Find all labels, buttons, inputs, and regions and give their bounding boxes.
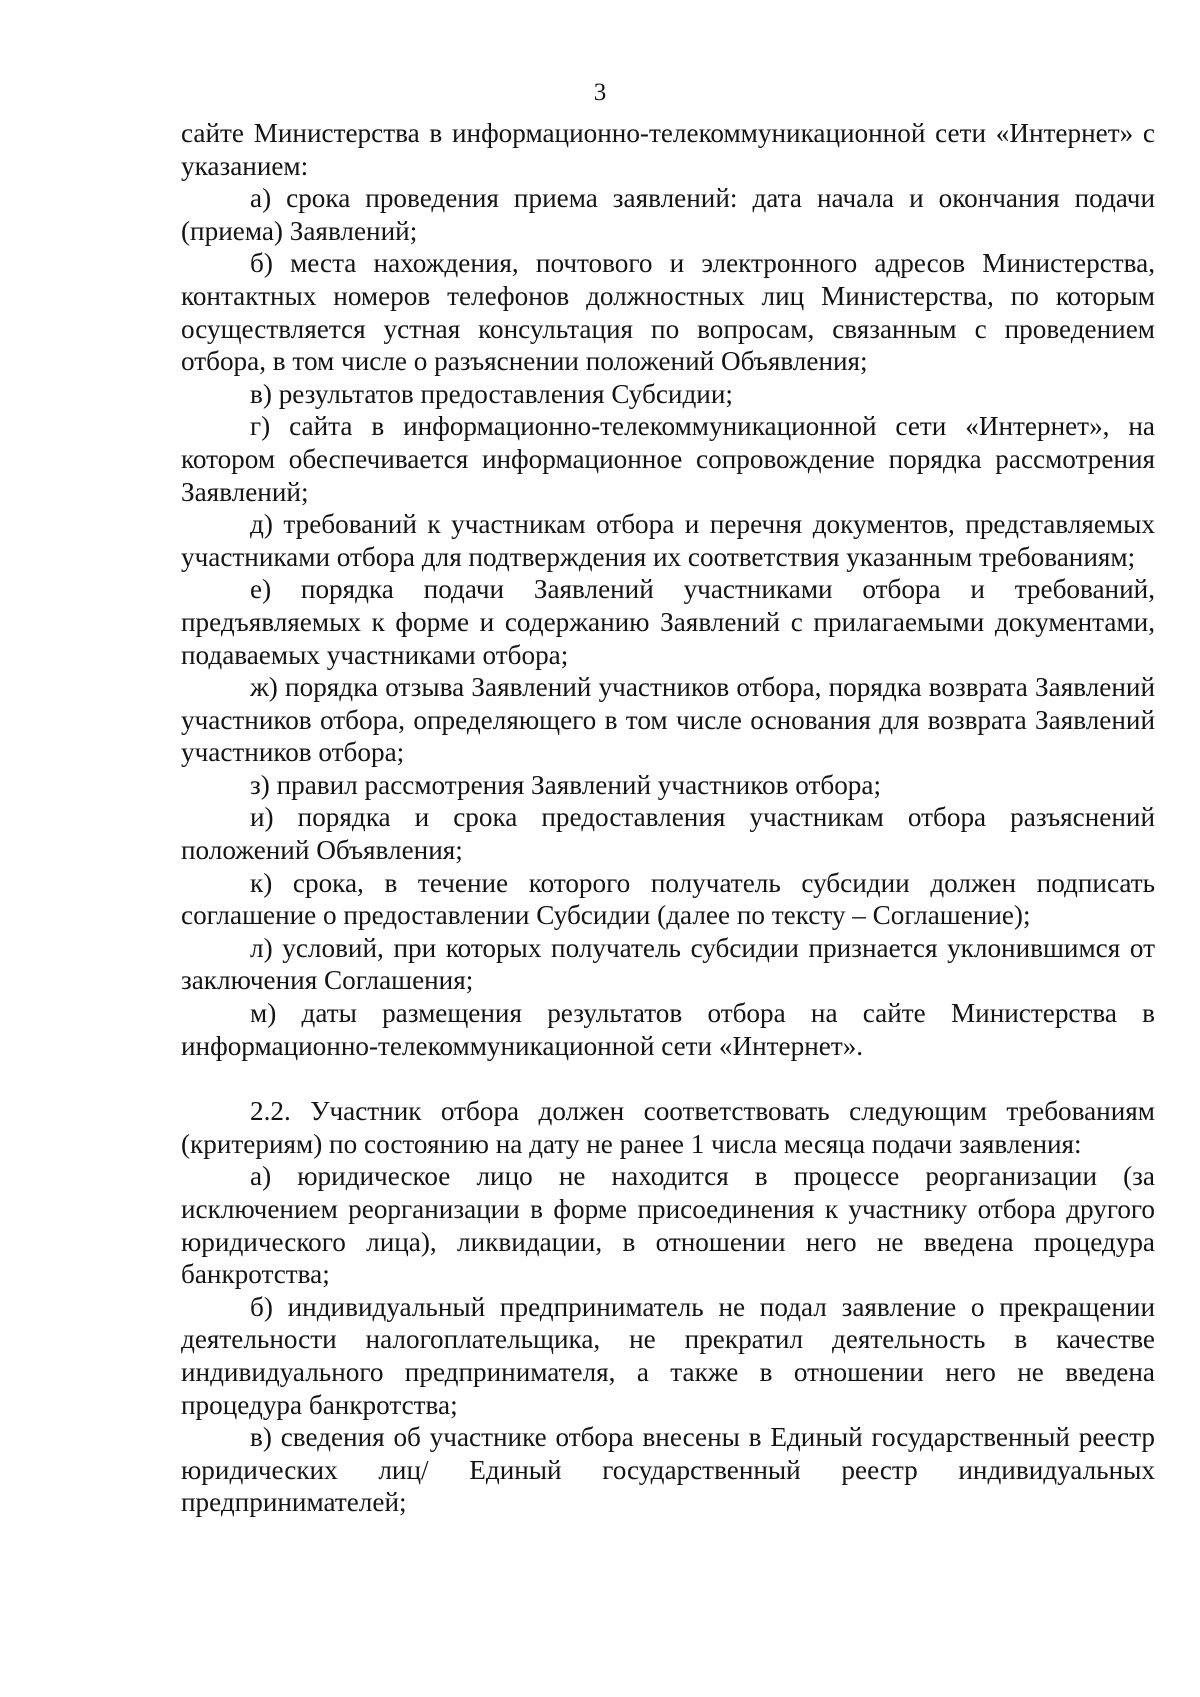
document-body: [181, 117, 1155, 1519]
paragraph-item-a: а) срока проведения приема заявлений: дата начала и окончания подачи (приема) Заявлений;: [181, 183, 1155, 246]
paragraph-item-k: к) срока, в течение которого получатель субсидии должен подписать соглашение о предоставлении Субсидии (далее по тексту – Соглашение);: [181, 867, 1155, 931]
paragraph-section-2-2: 2.2. Участник отбора должен соответствовать следующим требованиям (критериям) по состоянию на дату не ранее 1 числа месяца подачи заявления:: [181, 1096, 1155, 1159]
paragraph-item-zh: ж) порядка отзыва Заявлений участников отбора, порядка возврата Заявлений участников отбора, определяющего в том числе основания для возврата Заявлений участников отбора;: [181, 672, 1155, 768]
paragraph-item-z: з) правил рассмотрения Заявлений участников отбора;: [250, 769, 882, 800]
paragraph-item-l: л) условий, при которых получатель субсидии признается уклонившимся от заключения Соглашения;: [181, 932, 1155, 996]
paragraph-item-v: в) результатов предоставления Субсидии;: [250, 378, 733, 409]
paragraph-item-m: м) даты размещения результатов отбора на сайте Министерства в информационно-телекоммуникационной сети «Интернет».: [181, 998, 1155, 1061]
paragraph-item-i: и) порядка и срока предоставления участникам отбора разъяснений положений Объявления;: [181, 802, 1155, 866]
paragraph-requirement-v: в) сведения об участнике отбора внесены в Единый государственный реестр юридических лиц/ Единый государственный реестр индивидуальных предпринимателей;: [181, 1422, 1155, 1518]
paragraph-item-b: б) места нахождения, почтового и электронного адресов Министерства, контактных номеров телефонов должностных лиц Министерства, по которым осуществляется устная консультация по вопросам, связанным с проведением отбора, в том числе о разъяснении положений Объявления;: [181, 248, 1155, 377]
paragraph-continuation: сайте Министерства в информационно-телекоммуникационной сети «Интернет» с указанием:: [181, 118, 1155, 181]
paragraph-item-g: г) сайта в информационно-телекоммуникационной сети «Интернет», на котором обеспечивается информационное сопровождение порядка рассмотрения Заявлений;: [181, 411, 1155, 507]
page-number: 3: [593, 79, 607, 106]
paragraph-requirement-a: а) юридическое лицо не находится в процессе реорганизации (за исключением реорганизации в форме присоединения к участнику отбора другого юридического лица), ликвидации, в отношении него не введена процедура банкротства;: [181, 1161, 1155, 1290]
paragraph-item-d: д) требований к участникам отбора и перечня документов, представляемых участниками отбора для подтверждения их соответствия указанным требованиям;: [181, 509, 1155, 572]
paragraph-requirement-b: б) индивидуальный предприниматель не подал заявление о прекращении деятельности налогоплательщика, не прекратил деятельность в качестве индивидуального предпринимателя, а также в отношении него не введена процедура банкротства;: [181, 1291, 1155, 1420]
paragraph-item-e: е) порядка подачи Заявлений участниками отбора и требований, предъявляемых к форме и содержанию Заявлений с прилагаемыми документами, подаваемых участниками отбора;: [181, 574, 1155, 670]
